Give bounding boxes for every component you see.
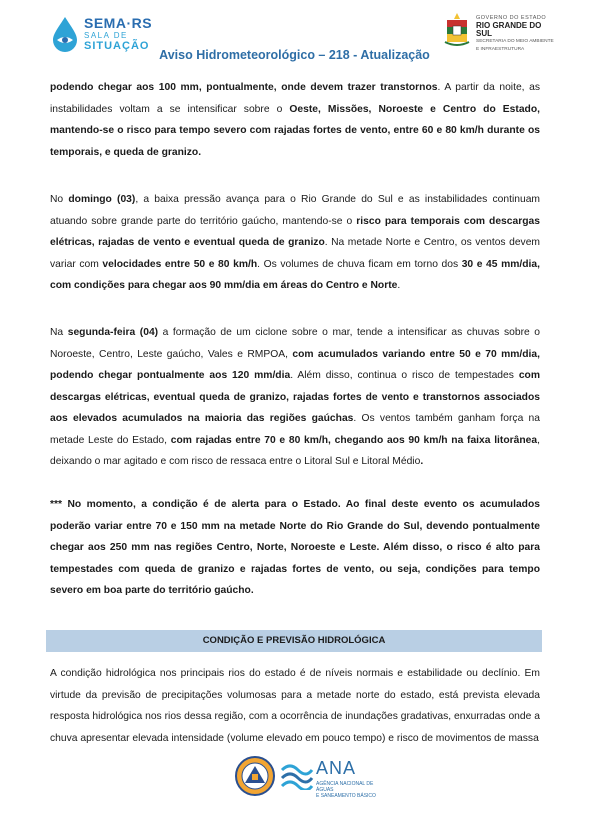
footer-logos (0, 756, 589, 800)
text-run: *** No momento, a condição é de alerta para o Estado. Ao final deste evento os acumulados poderão variar entre 70 e 150 mm na metade Norte do Rio Grande do Sul, devendo pontualmente chegar aos 250 mm nas regiões Centro, Norte, Noroeste e Leste. Além disso, o risco é alto para tempestades com queda de granizo e rajadas fortes de vento, ou seja, condições para tempo severo em boa parte do território gaúcho. (50, 499, 540, 596)
gov-line-1: GOVERNO DO ESTADO (476, 15, 547, 21)
sema-title: SEMA·RS (84, 15, 153, 31)
water-drop-icon (50, 16, 80, 52)
text-run: . Na metade Norte e Centro, os ventos devem variar com (50, 237, 540, 270)
paragraph-weather-monday (50, 322, 540, 473)
text-run: 30 e 45 mm/dia, com condições para chegar aos 90 mm/dia em áreas do Centro e Norte (50, 258, 541, 291)
gov-line-3: SECRETARIA DO MEIO AMBIENTE (476, 39, 554, 44)
text-run: a formação de um ciclone sobre o mar, tende a intensificar as chuvas sobre o Noroeste, Centro, Leste gaúcho, Vales e RMPOA, (50, 327, 540, 360)
ana-subtitle (316, 781, 386, 799)
text-run: . A partir da noite, as instabilidades voltam a se intensificar sobre o (50, 82, 541, 115)
paragraph-alert-summary (50, 494, 540, 602)
ana-subtitle-line-2: E SANEAMENTO BÁSICO (316, 793, 376, 799)
text-run: . (397, 280, 401, 291)
document-title: Aviso Hidrometeorológico – 218 - Atualização (159, 48, 430, 62)
gov-line-4: E INFRAESTRUTURA (476, 47, 525, 52)
text-run: com rajadas entre 70 e 80 km/h, chegando aos 90 km/h na faixa litorânea (170, 434, 538, 446)
ana-subtitle-line-1: AGÊNCIA NACIONAL DE ÁGUAS (316, 781, 374, 793)
sema-subtitle-1: SALA DE (84, 31, 128, 40)
text-run: com descargas elétricas, eventual queda de granizo, rajadas fortes de vento e transtornos associados aos elevados acumulados na maioria das regiões gaúchas (50, 370, 540, 424)
sema-subtitle-2: SITUAÇÃO (84, 40, 150, 52)
ana-title: ANA (316, 758, 357, 778)
text-run: . (420, 456, 424, 467)
government-logo (444, 12, 554, 50)
text-run: com acumulados variando entre 50 e 70 mm/dia, podendo chegar pontualmente aos 120 mm/dia (50, 348, 540, 381)
gov-line-2: RIO GRANDE DO SUL (476, 21, 542, 38)
text-run: , a baixa pressão avança para o Rio Grande do Sul e as instabilidades continuam atuando sobre grande parte do território gaúcho, mantendo-se o (50, 194, 540, 227)
text-run: Na (50, 327, 68, 338)
paragraph-weather-sunday (50, 189, 540, 297)
text-run: velocidades entre 50 e 80 km/h (102, 258, 258, 270)
defesa-civil-logo-icon (235, 756, 275, 796)
state-crest-icon (444, 12, 470, 48)
text-run: domingo (03) (68, 194, 136, 205)
text-run: segunda-feira (04) (67, 327, 159, 338)
text-run: No (50, 194, 69, 205)
text-run: . Os ventos também ganham força na metade Leste do Estado, (50, 413, 541, 446)
text-run: . Além disso, continua o risco de tempestades (290, 370, 519, 381)
section-title-hydrology: CONDIÇÃO E PREVISÃO HIDROLÓGICA (46, 630, 542, 652)
water-waves-icon (280, 760, 314, 790)
page-header (0, 0, 589, 70)
text-run: Oeste, Missões, Noroeste e Centro do Estado, mantendo-se o risco para tempo severo com rajadas fortes de vento, entre 60 e 80 km/h durante os temporais, e queda de granizo. (50, 103, 540, 158)
text-run: , deixando o mar agitado e com risco de ressaca entre o Litoral Sul e Litoral Médio (50, 434, 540, 467)
ana-logo (280, 758, 380, 798)
text-run: . Os volumes de chuva ficam em torno dos (257, 258, 462, 270)
paragraph-weather-saturday (50, 77, 540, 163)
paragraph-hydrology: A condição hidrológica nos principais rios do estado é de níveis normais e estabilidade ou declínio. Em virtude da previsão de precipitações volumosas para a metade norte do estado, está prevista elevada resposta hidrológica nos rios dessa região, com a ocorrência de inundações gradativas, enxurradas onde a chuva apresentar elevada intensidade (volume elevado em pouco tempo) e risco de movimentos de massa (50, 668, 540, 744)
text-run: podendo chegar aos 100 mm, pontualmente, onde devem trazer transtornos (50, 82, 438, 93)
text-run: risco para temporais com descargas elétricas, rajadas de vento e eventual queda de granizo (50, 215, 540, 248)
